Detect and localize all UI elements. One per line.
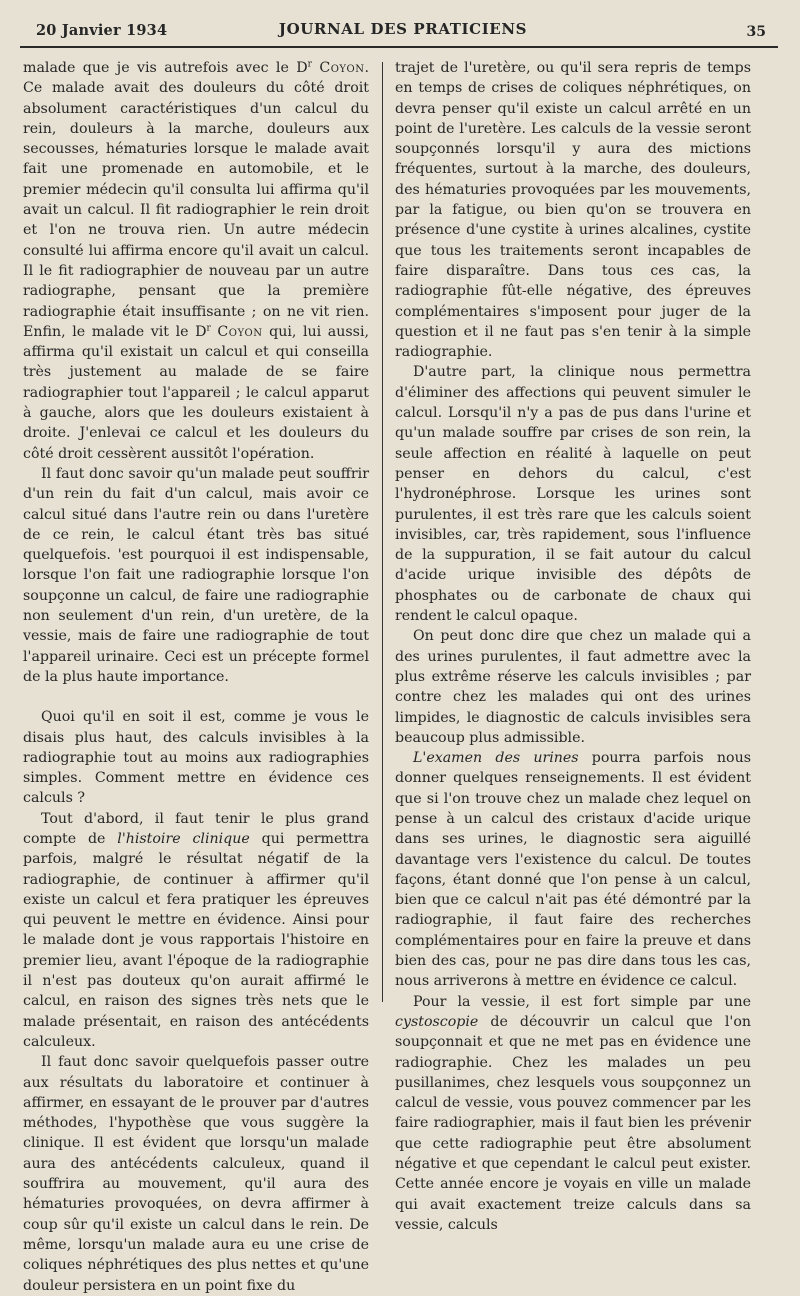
journal-title: JOURNAL DES PRATICIENS	[278, 20, 528, 38]
header-rule	[20, 46, 778, 48]
column-divider	[382, 62, 383, 1002]
paragraph: Il faut donc savoir qu'un malade peut souffrir d'un rein du fait d'un calcul, mais avoir ce calcul situé dans l'autre rein ou dans l'uretère de ce rein, le calcul étant très bas situé quelquefois. 'est pourquoi il est indispensable, lorsque l'on fait une radiographie lorsque l'on soupçonne un calcul, de faire une radiographie non seulement d'un rein, d'un uretère, de la vessie, mais de faire une radiographie de tout l'appareil urinaire. Ceci est un précepte formel de la plus haute importance.	[23, 465, 369, 685]
paragraph: On peut donc dire que chez un malade qui a des urines purulentes, il faut admettre avec la plus extrême réserve les calculs invisibles ; par contre chez les malades qui ont des urines limpides, le diagnostic de calculs invisibles sera beaucoup plus admissible.	[395, 628, 751, 746]
paragraph: Tout d'abord, il faut tenir le plus grand compte de l'histoire clinique qui permettra parfois, malgré le résultat négatif de la radiographie, de continuer à affirmer qu'il existe un calcul et fera pratiquer les épreuves qui peuvent le mettre en évidence. Ainsi pour le malade dont je vous rapportais l'histoire en premier lieu, avant l'époque de la radiographie il n'est pas douteux qu'on aurait affirmé le calcul, en raison des signes très nets que le malade présentait, en raison des antécédents calculeux.	[23, 810, 369, 1050]
paragraph: trajet de l'uretère, ou qu'il sera repris de temps en temps de crises de coliques néphrétiques, on devra penser qu'il existe un calcul arrêté en un point de l'uretère. Les calculs de la vessie seront soupçonnés lorsqu'il y aura des mictions fréquentes, surtout à la marche, des douleurs, des hématuries provoquées par les mouvements, par la fatigue, ou bien qu'on se trouvera en présence d'une cystite à urines alcalines, cystite que tous les traitements seront incapables de faire disparaître. Dans tous ces cas, la radiographie fût-elle négative, des épreuves complémentaires s'imposent pour juger de la question et il ne faut pas s'en tenir à la simple radiographie.	[395, 60, 751, 361]
paragraph: Il faut donc savoir quelquefois passer outre aux résultats du laboratoire et continuer à affirmer, en essayant de le prouver par d'autres méthodes, l'hypothèse que vous suggère la clinique. Il est évident que lorsqu'un malade aura des antécédents calculeux, quand il souffrira au mouvement, qu'il aura des hématuries provoquées, on devra affirmer à coup sûr qu'il existe un calcul dans le rein. De même, lorsqu'un malade aura eu une crise de coliques néphrétiques des plus nettes et qu'une douleur persistera en un point fixe du	[23, 1054, 369, 1294]
paragraph: malade que je vis autrefois avec le $D^r$ Coyon. Ce malade avait des douleurs du côté droit absolument caractéristiques d'un calcul du rein, douleurs à la marche, douleurs aux secousses, hématuries lorsque le malade avait fait une promenade en automobile, et le premier médecin qu'il consulta lui affirma qu'il avait un calcul. Il fit radiographier le rein droit et l'on ne trouva rien. Un autre médecin consulté lui affirma encore qu'il avait un calcul. Il le fit radiographier de nouveau par un autre radiographe, pensant que la première radiographie était insuffisante ; on ne vit rien. Enfin, le malade vit le $D^r$ Coyon qui, lui aussi, affirma qu'il existait un calcul et qui conseilla très justement au malade de se faire radiographier tout l'appareil ; le calcul apparut à gauche, alors que les douleurs existaient à droite. J'enlevai ce calcul et les douleurs du côté droit cessèrent aussitôt l'opération.	[23, 59, 369, 462]
paragraph: Quoi qu'il en soit il est, comme je vous le disais plus haut, des calculs invisibles à la radiographie tout au moins aux radiographies simples. Comment mettre en évidence ces calculs ?	[23, 709, 369, 807]
paragraph: D'autre part, la clinique nous permettra d'éliminer des affections qui peuvent simuler le calcul. Lorsqu'il n'y a pas de pus dans l'urine et qu'un malade souffre par crises de son rein, la seule affection en réalité à laquelle on peut penser en dehors du calcul, c'est l'hydronéphrose. Lorsque les urines sont purulentes, il est très rare que les calculs soient invisibles, car, très rapidement, sous l'influence de la suppuration, il se fait autour du calcul d'acide urique invisible des dépôts de phosphates ou de carbonate de chaux qui rendent le calcul opaque.	[395, 364, 751, 625]
page-header	[18, 14, 788, 44]
paragraph: Pour la vessie, il est fort simple par une cystoscopie de découvrir un calcul que l'on soupçonnait et que ne met pas en évidence une radiographie. Chez les malades un peu pusillanimes, chez lesquels vous soupçonnez un calcul de vessie, vous pouvez commencer par les faire radiographier, mais il faut bien les prévenir que cette radiographie peut être absolument négative et que cependant le calcul peut exister. Cette année encore je voyais en ville un malade qui avait exactement treize calculs dans sa vessie, calculs	[395, 993, 751, 1233]
right-column	[395, 58, 751, 1233]
left-column	[23, 58, 369, 1294]
header-date: 20 Janvier 1934	[36, 22, 168, 39]
page-number: 35	[746, 24, 766, 40]
paragraph: L'examen des urines pourra parfois nous donner quelques renseignements. Il est évident que si l'on trouve chez un malade chez lequel on pense à un calcul des cristaux d'acide urique dans ses urines, le diagnostic sera aiguillé davantage vers l'existence du calcul. De toutes façons, étant donné que l'on pense à un calcul, bien que ce calcul n'ait pas été démontré par la radiographie, il faut faire des recherches complémentaires pour en faire la preuve et dans bien des cas, pour ne pas dire dans tous les cas, nous arriverons à mettre en évidence ce calcul.	[395, 750, 751, 990]
